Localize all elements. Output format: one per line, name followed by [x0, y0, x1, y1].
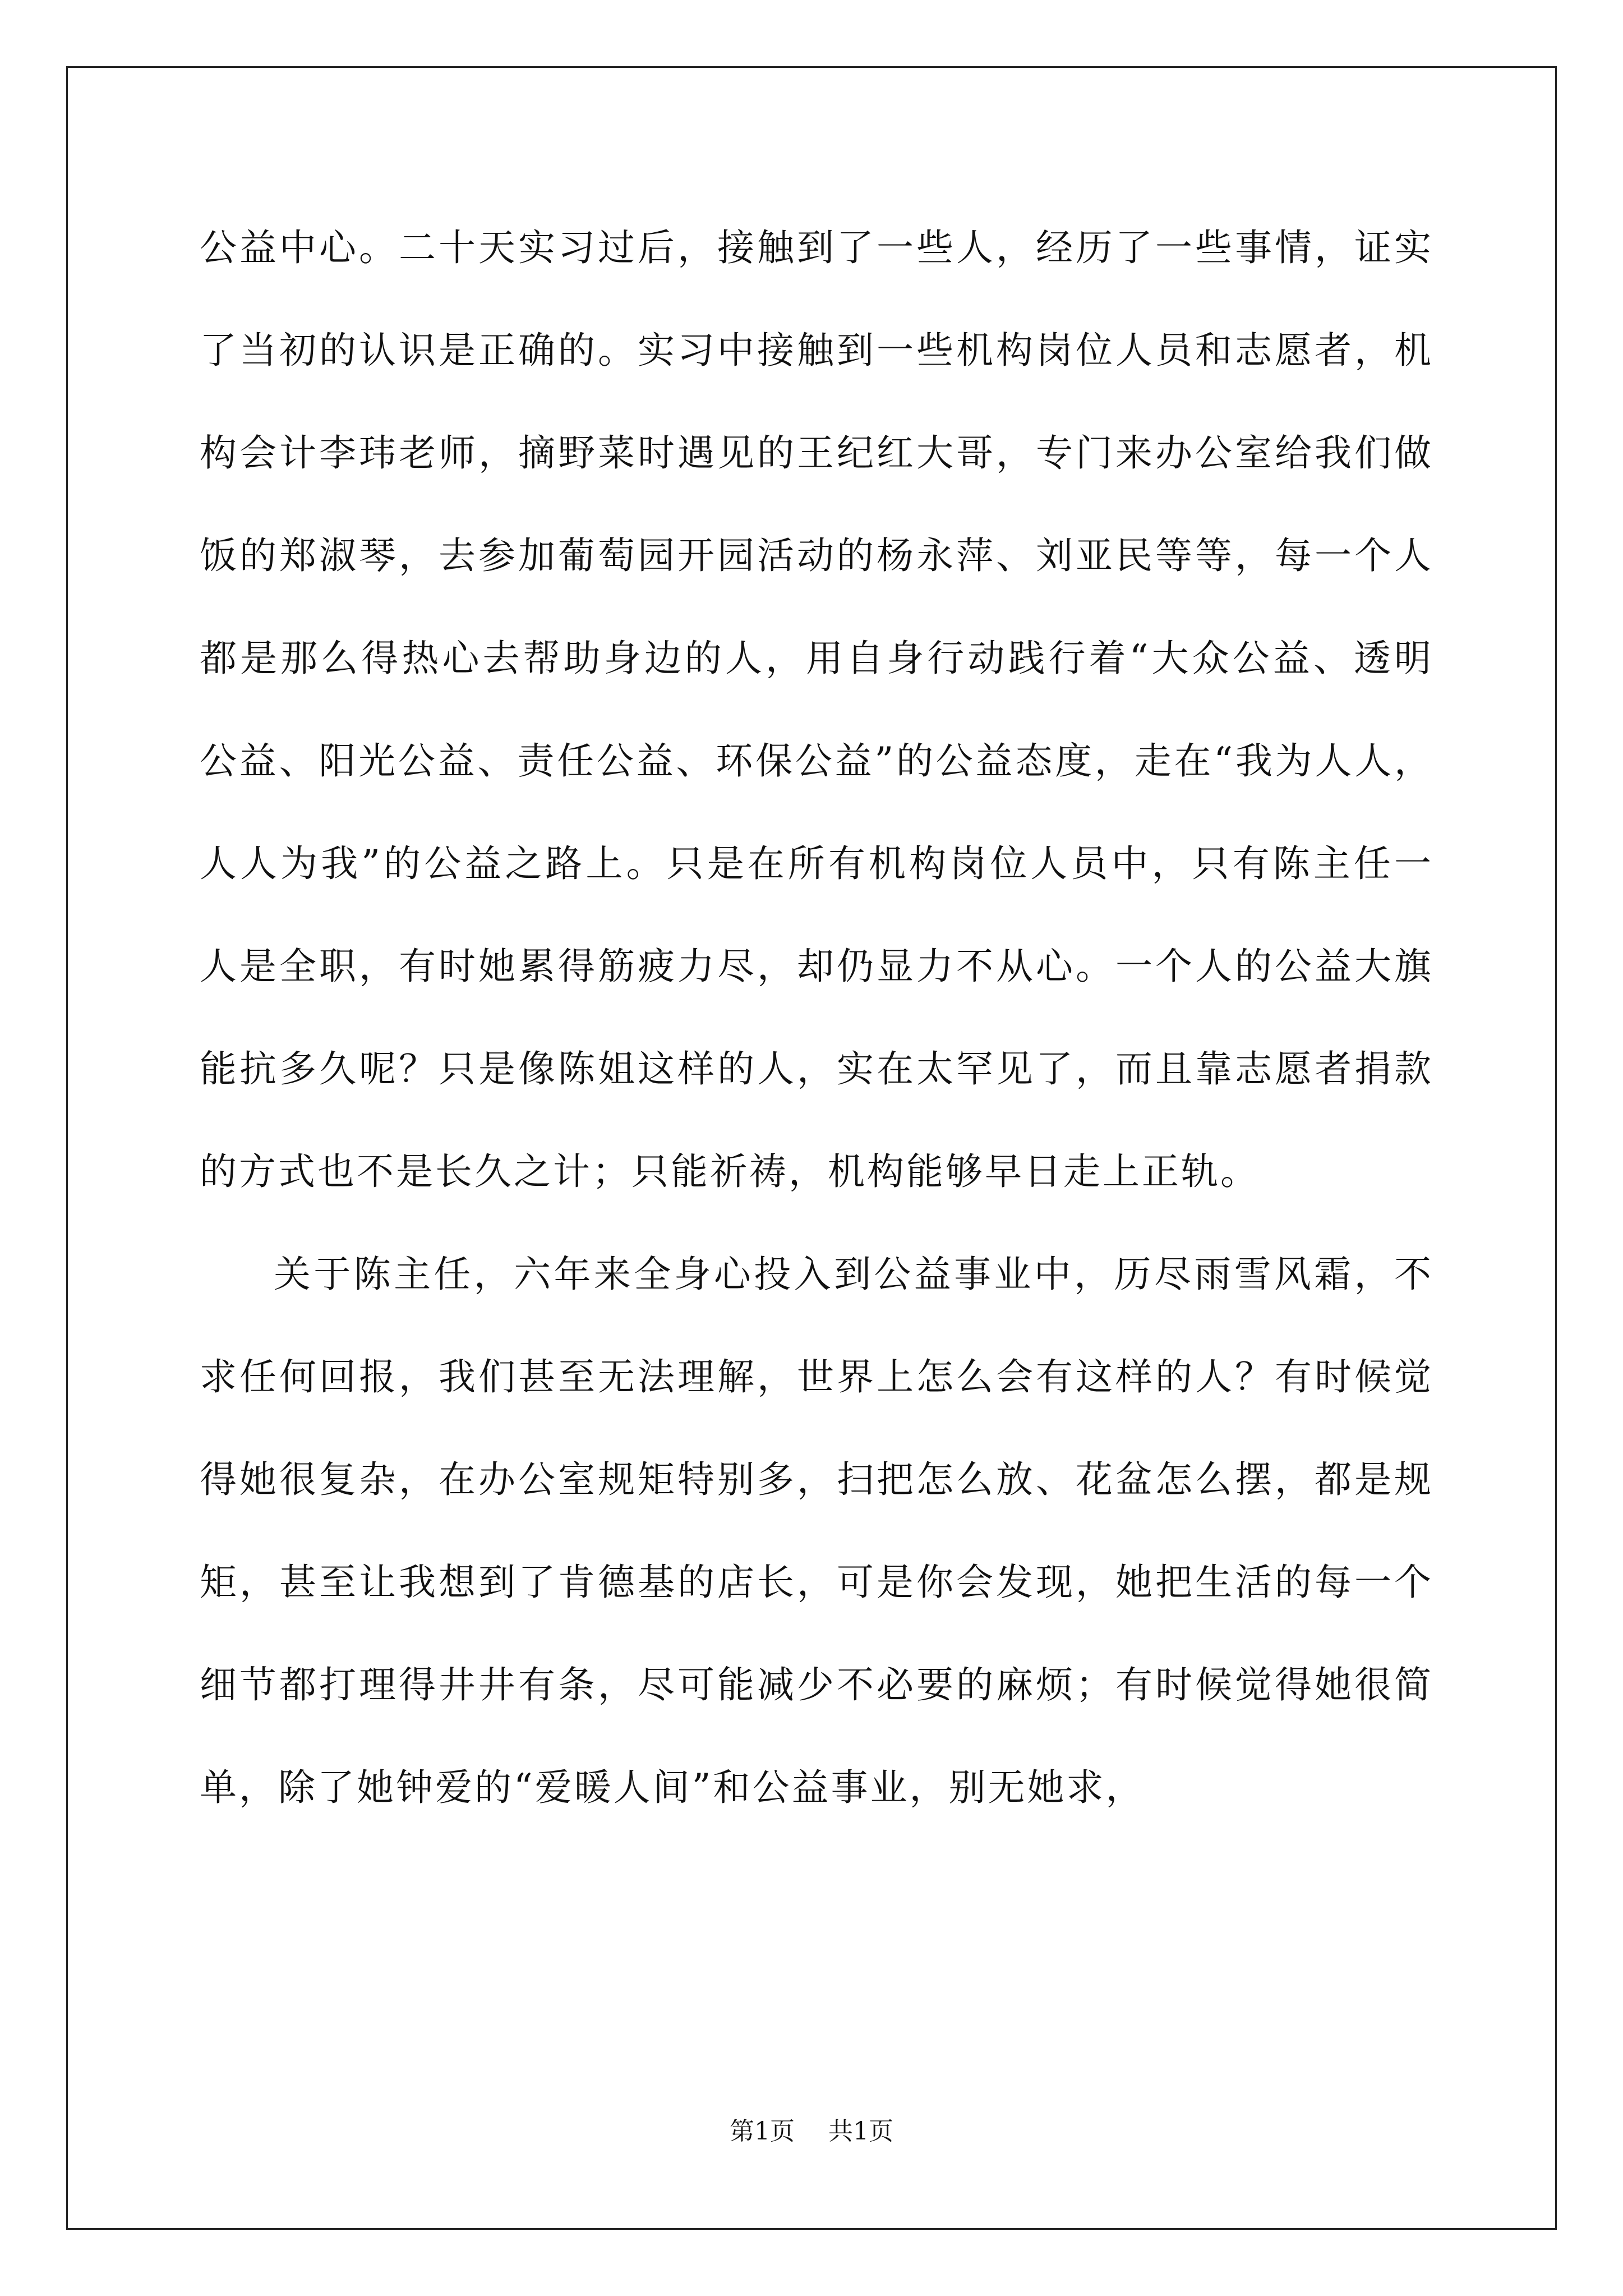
- paragraph-2: 关于陈主任，六年来全身心投入到公益事业中，历尽雨雪风霜，不求任何回报，我们甚至无法理解，世界上怎么会有这样的人？有时候觉得她很复杂，在办公室规矩特别多，扫把怎么放、花盆怎么摆，都是规矩，甚至让我想到了肯德基的店长，可是你会发现，她把生活的每一个细节都打理得井井有条，尽可能减少不必要的麻烦；有时候觉得她很简单，除了她钟爱的“爱暖人间”和公益事业，别无她求，: [200, 1253, 1433, 1809]
- paragraph-1: 公益中心。二十天实习过后，接触到了一些人，经历了一些事情，证实了当初的认识是正确的。实习中接触到一些机构岗位人员和志愿者，机构会计李玮老师，摘野菜时遇见的王纪红大哥，专门来办公室给我们做饭的郑淑琴，去参加葡萄园开园活动的杨永萍、刘亚民等等，每一个人都是那么得热心去帮助身边的人，用自身行动践行着“大众公益、透明公益、阳光公益、责任公益、环保公益”的公益态度，走在“我为人人，人人为我”的公益之路上。只是在所有机构岗位人员中，只有陈主任一人是全职，有时她累得筋疲力尽，却仍显力不从心。一个人的公益大旗能抗多久呢？只是像陈姐这样的人，实在太罕见了，而且靠志愿者捐款的方式也不是长久之计；只能祈祷，机构能够早日走上正轨。: [200, 226, 1433, 1193]
- document-body: [200, 196, 1433, 1839]
- page-footer: [0, 2115, 1623, 2148]
- page-number: 第1页: [730, 2117, 795, 2146]
- total-pages: 共1页: [828, 2117, 893, 2146]
